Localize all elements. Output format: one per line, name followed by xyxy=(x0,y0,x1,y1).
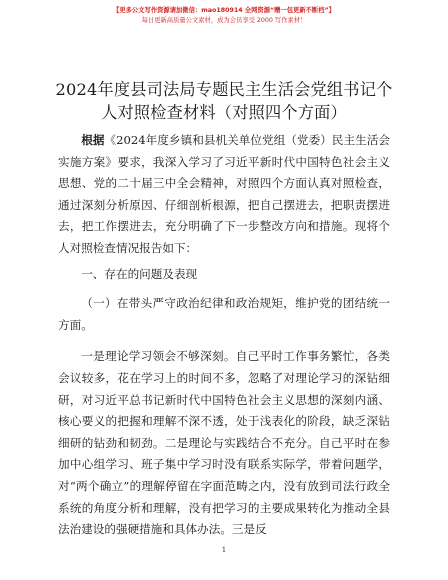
document-title: 2024年度县司法局专题民主生活会党组书记个人对照检查材料（对照四个方面） xyxy=(55,80,393,122)
subsection-heading: （一）在带头严守政治纪律和政治规矩，维护党的团结统一方面。 xyxy=(58,296,390,332)
intro-text: 《2024年度乡镇和县机关单位党组（党委）民主生活会实施方案》要求，我深入学习了习近平新时代中国特色社会主义思想、党的二十届三中全会精神，对照四个方面认真对照检查，通过深刻分析原因、仔细剖析根源，把自己摆进去，把职责摆进去，把工作摆进去，充分明确了下一步整改方向和措施。现将个人对照检查情况报告如下： xyxy=(58,133,390,255)
intro-lead: 根据 xyxy=(81,133,105,147)
intro-paragraph xyxy=(58,130,390,260)
banner-line-1: 【更多公文写作资源请加微信：mao180914 全网资源“赠一包更新不断档”】 xyxy=(113,7,335,14)
section-heading: 一、存在的问题及表现 xyxy=(81,266,198,281)
banner-line-2: 每日更新高质量公文素材，成为会员享受 2000 写作素材！ xyxy=(141,17,307,24)
header-banner xyxy=(0,6,448,26)
body-paragraph: 一是理论学习领会不够深刻。自己平时工作事务繁忙，各类会议较多，花在学习上的时间不多，忽略了对理论学习的深钻细研，对习近平总书记新时代中国特色社会主义思想的深刻内涵、核心要义的把握和理解不深不透，处于浅表化的阶段，缺乏深钻细研的钻劲和韧劲。二是理论与实践结合不充分。自己平时在参加中心组学习、班子集中学习时没有联系实际学，带着问题学，对“两个确立”的理解停留在字面范畴之内，没有放到司法行政全系统的角度分析和理解，没有把学习的主要成果转化为推动全县法治建设的强硬措施和具体办法。三是反 xyxy=(58,349,390,537)
page-number: 1 xyxy=(221,546,227,554)
document-body xyxy=(58,130,390,541)
